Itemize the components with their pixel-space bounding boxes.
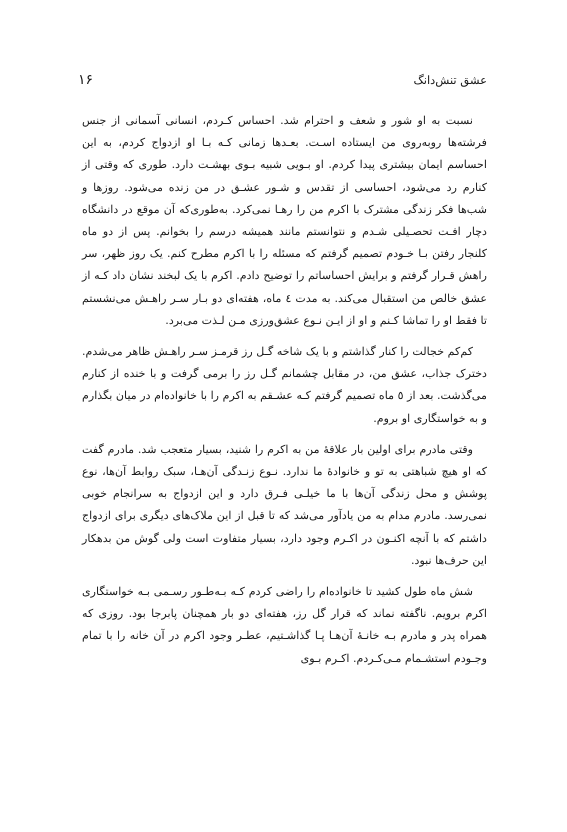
paragraph: شش ماه طول کشید تا خانواده‌ام را راضی کردم کـه بـه‌طـور رسـمی بـه خواستگاری اکرم برویم. ناگفته نماند که قرار گل رز، هفته‌ای دو بار همچنان پابرجا بود. روزی که همراه پدر و مادرم بـه خانـهٔ آن‌هـا پـا گذاشـتیم، عطـر وجود اکرم در آن خانه را با تمام وجـودم استشـمام مـی‌کـردم. اکـرم بـوی [82, 585, 487, 665]
page-number: ۱۶ [78, 72, 94, 88]
body-text [82, 110, 487, 670]
page-header [78, 70, 487, 90]
paragraph: کم‌کم خجالت را کنار گذاشتم و با یک شاخه گـل رز قرمـز سـر راهـش ظاهر می‌شدم. دخترک جذاب، عشق من، در مقابل چشمانم گـل رز را بر‌می‌ گرفت و با خنده از کنارم می‌گذشت. بعد از ٥ ماه تصمیم گرفتم کـه عشـقم به اکرم را با خانواده‌ام در میان بگذارم و به خواستگاری او بروم. [82, 345, 488, 425]
running-title: عشق تنش‌دانگ [413, 73, 487, 87]
paragraph: وقتی مادرم برای اولین بار علاقهٔ من به اکرم را شنید، بسیار متعجب شد. مادرم گفت که او هیچ شباهتی به تو و خانوادهٔ ما ندارد. نـوع زنـدگی آن‌هـا، سبک روابط آن‌ها، نوع پوشش و محل زندگی آن‌ها با ما خیلـی فـرق دارد و این ازدواج به سرانجام خوبی نمی‌رسد. مادرم مدام به من یادآور می‌شد که تا قبل از این ملاک‌های دیگری برای ازدواج داشتم که با آنچه اکنـون در اکـرم وجود دارد، بسیار متفاوت است ولی گوش من بدهکار این حرف‌ها نبود. [82, 442, 487, 567]
paragraph: نسبت به او شور و شعف و احترام شد. احساس کـردم، انسانی آسمانی از جنس فرشته‌ها روبه‌روی من ایستاده اسـت. بعـدها زمانی کـه بـا او ازدواج کردم، به این احساسم ایمان بیشتری پیدا کردم. او بـویی شبیه بـوی بهشـت دارد. طوری که وقتی از کنارم رد می‌شود، احساسی از تقدس و شـور عشـق در من زنده می‌شود. روزها و شب‌ها فکر زندگی مشترک با اکرم من را رهـا نمی‌کرد. به‌طوری‌که آن موقع در دانشگاه دچار افـت تحصـیلی شـدم و نتوانستم مانند همیشه درسم را بخوانم. پس از دو ماه کلنجار رفتن بـا خـودم تصمیم گرفتم که مسئله را با اکرم مطرح کنم. یک روز ظهر، سر راهش قـرار گرفتم و برایش احساساتم را توضیح دادم. اکرم با یک لبخند نشان داد کـه از عشق خالص من استقبال می‌کند. به مدت ٤ ماه، هفته‌ای دو بـار سـر راهـش می‌نشستم تا فقط او را تماشا کـنم و او از ایـن نـوع عشق‌ورزی مـن لـذت می‌برد. [82, 114, 487, 327]
